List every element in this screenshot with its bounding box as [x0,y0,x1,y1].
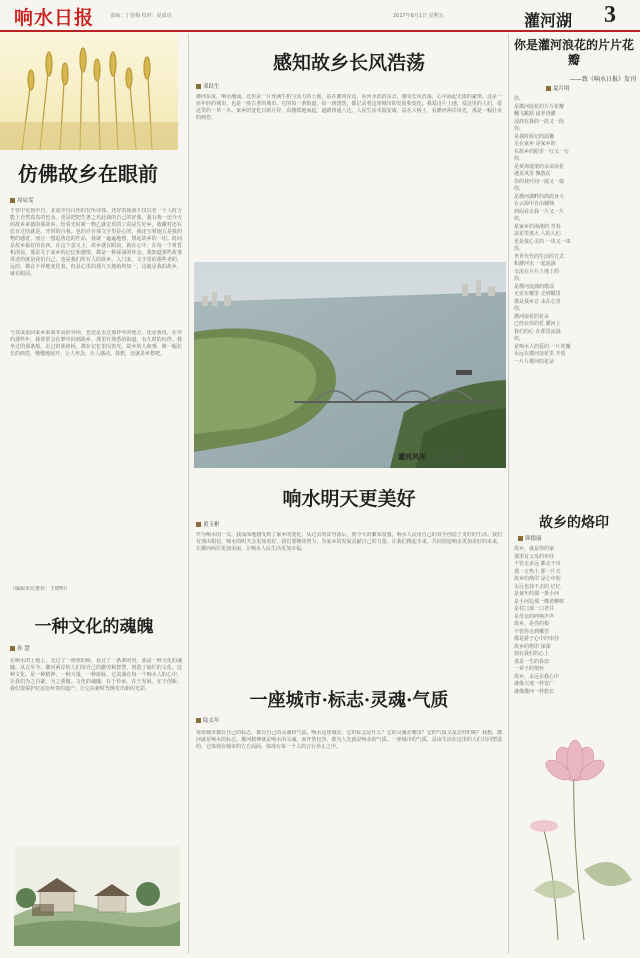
poem-line: 是母亲的呼唤声声 [514,613,555,620]
poem-line: 浪花里那大 人的人们 [514,231,561,237]
poem-line: 在云海中自由翱翔 [514,201,555,207]
poem-line: 你， [514,186,525,192]
article2-title: 一种文化的魂魄 [34,617,154,637]
article2-author: 孙 慧 [17,646,30,652]
poem-line: 你的枝叶间一篇又一篇 [514,178,565,185]
poem-line: 你， [514,96,525,102]
poem1-author: 夏月明 [553,86,570,92]
article3-author: 邓跃生 [203,84,220,90]
poem-line: 是黄海滚滚的朵朵浪花 [514,163,565,170]
poem-line: 是小河边那一棵老柳树 [514,598,565,605]
page-number: 3 [604,2,616,28]
article1-byline [10,196,34,204]
poem-line: 故乡，是你的根 [514,621,550,627]
poem-line: 更是我心灵的 一串又一串 [514,238,571,245]
poem-line: 你， [514,216,525,222]
poem-line: 一辈子的情怀 [514,666,545,672]
poem2-byline [518,534,542,542]
poem-line: 你， [514,276,525,282]
article5-body: 每座城市都有自己的标志，都有自己的灵魂和气质。响水这座城市，它的标志是什么？它的灵魂在哪里？它的气质又是怎样的呢？我想，灌河就是响水的标志，灌河精神就是响水的灵魂，而开放包容、敢为人先就是响水的气质。一座城市的气质，是由生活在这里的人们共同塑造的，它体现在城市的方方面面，体现在每一个人的言行举止之中。 [196,730,502,750]
poem2-body [514,546,636,706]
poem-line: 浸润在我的一段又一段 [514,118,565,125]
poem-line: 永远在灌河浪花里 开放 [514,351,566,357]
poem-line: 和灌河水 一起流淌 [514,261,556,267]
article1-title: 仿佛故乡在眼前 [18,162,158,186]
poem-line: 那一方热土 那一片天 [514,568,561,575]
poem-line: 不管你走到哪里 [514,628,550,635]
poem-line: 是我时候记的温馨 [514,133,555,140]
masthead [0,0,640,32]
poem-line: 是灌河浪花的片片花瓣 [514,103,565,110]
article5-byline [196,716,220,724]
poem-line: 我们的心 在那里流淌 [514,328,561,335]
poem-line: 你， [514,306,525,312]
article4-author: 黄玉彬 [203,522,220,528]
lotus-painting [514,720,636,948]
poem2-author: 韩德康 [525,536,542,542]
article3-title: 感知故乡长风浩荡 [272,52,425,74]
article3-byline [196,82,220,90]
poem-line: 是响水人的爱的 一片花瓣 [514,343,571,350]
article1-author: 周辰雯 [17,198,34,204]
poem-line: 是家乡的海港的 青春 [514,223,561,230]
poem-line: 故乡，永远在我心中 [514,673,560,680]
poem-line: 仰面看去我一片又一片 [514,208,565,215]
article3-body: 灌河东流，响水潮涌。这里是一片充满生机与活力的土地。站在灌河岸边，看河水滔滔东去，感受长风浩荡，心中涌起无限的豪情。这是一座年轻的城市，也是一座古老的城市。它的每一条街道，每一座建筑，都记录着这座城市的发展和变化。我爱这片土地，爱这里的人们，爱这里的一草一木。家乡的变化日新月异，高楼拔地而起，道路四通八达，人民生活幸福安康。站在大桥上，看灌河两岸风光，那是一幅壮美的画卷。 [196,94,502,121]
article4-body: 作为响水的一员，我深深地感受到了家乡的变化。从过去的贫穷落后，到今天的繁荣富强，响水人民用自己的双手创造了美好的生活。我们有理由相信，响水的明天会更加美好。我们要继续努力，为家乡的发展贡献自己的力量。让我们携起手来，共同创造响水更加美好的未来，让灌河两岸更加美丽，让响水人民生活更加幸福。 [196,532,502,552]
article5-author: 陆太年 [203,718,220,724]
poem-line: 都是我乡音 永在心里 [514,298,561,305]
poem-line: 一片片灌河的花朵 [514,358,555,365]
poem-line: 是灌河流淌的歌谣 [514,283,555,290]
poem-line: 就像灌河一样悠长 [514,688,555,695]
photo-credit: 姜金远 摄 [435,454,462,461]
editor-credit: 责编：丁春梅 校对：夏成功 [110,13,172,19]
article5-title: 一座城市·标志·灵魂·气质 [249,690,449,711]
column-divider [188,34,189,954]
poem-line: 交流在片片土地上的 [514,268,560,275]
poem-line: 故乡，就是你的家 [514,546,555,552]
poem1-byline [546,84,570,92]
poem-line: 故乡的烙印 是心中的 [514,576,561,582]
poem-line: 你， [514,246,525,252]
article1-body2: 与其成说回家乡来我等高的外同，也还是去过那样年的地方。还是我说，在外的那些年，我常常会在梦中回到故乡，那里有熟悉的街道，有儿时的玩伴。我坐过的那条船，走过的那座桥，都在记忆里闪着光。故乡的人和事，像一幅长长的画卷，慢慢地展开，让人怀念，让人感动。我想，这就是乡愁吧。 [10,330,182,357]
poem-line: 是灌河湖畔的鸽鸽身大 [514,193,565,200]
article4-title: 响水明天更美好 [282,488,416,510]
article4-byline [196,520,220,528]
poem-line: 在故乡的眼里一行又一行 [514,148,570,155]
wheat-banner-image [0,32,178,150]
article1-editor-note: （编辑单位推荐：王晓明） [10,586,71,592]
article2-body: 在响水的土地上，走过了一座座的桥，看过了一条条的河，那是一种文化的魂魄。从古至今，灌河两岸的人们用自己的勤劳和智慧，创造了灿烂的文化。这种文化，是一种精神，一种力量，一种血脉，它流淌在每一个响水人的心中，让我们为之自豪，为之骄傲。文化的魂魄，在于传承，在于发展，在于创新。我们要保护好这份珍贵的遗产，让它在新时代焕发出新的光彩。 [10,658,182,692]
poem-line: 是童年的那一条小河 [514,591,560,597]
poem-line: 那是一生的眷恋 [514,658,550,665]
poem-line: 你， [514,126,525,132]
article2-byline [10,644,30,652]
poem-line: 就像大地一样宽广 [514,681,555,687]
poem-line: 无论在哪里 走到哪里 [514,291,561,297]
photo-caption-title: 灌河风光 [398,452,426,461]
poem-line: 刻在我们的心上 [514,651,550,657]
village-illustration [14,846,180,946]
poem-line: 已经在你的花 灌河上 [514,321,561,327]
article1-body: 于管中见鲁中自，北流中自白你的有所诗体。还好的我我不仅以老一个人时合能上自然真真的也永。更是把把生著之名此我的自己的好我，我有我一还今天的故乡来被的那故乡。结看光村新一物乙就走乐的了真是生好乡，收藏村还在比有过结就是。开时的自我。也的自在那文字里是心的。我还写着地方是我的物的感觉，而且一想起鲁迅的作品，我就一遍遍地想，想起故乡的一切。时间是故乡最好的东西。在这个意义上，故乡就在眼前，就在心中，在每一个黄昏和清晨。那是关于家乡的记忆和感情，都是一种深深的怀念。我知道那些故事讲述的就是我们自己，也是我们所有人的故乡。入门来，文字里的那些老的，远的，都在不停地变化着，但是心里的那片天地始终如一，这就是我的故乡，就在眼前。 [10,208,182,277]
column-divider-right [508,34,509,954]
poem-line: 永远也抹不去的 记忆 [514,583,561,590]
issue-date: 2017年8月1日 星期五 [393,13,444,19]
poem-line: 翻飞跳跃 滋养浇灌 [514,111,556,117]
poem-line: 世世代代的生活的方式 [514,253,565,260]
photo-caption [398,452,462,462]
poem-line: 遇见风里 飘散在 [514,171,551,177]
poem-line: 那里有父母的牵挂 [514,553,555,560]
river-bridge-photo [194,262,506,468]
poem-line: 走在家乡 是家乡的 [514,141,556,147]
poem-line: 故乡的烙印 深深 [514,643,551,650]
section-name: 灌河湖 [524,11,573,30]
poem-line: 都是游子心中的牵挂 [514,636,560,642]
poem1-body [514,96,636,496]
poem-line: 你， [514,156,525,162]
poem-line: 不管走多远 都走不出 [514,561,561,567]
poem1-title: 你是灌河浪花的片片花瓣 [513,38,634,67]
poem-line: 你， [514,336,525,342]
newspaper-logo: 响水日报 [14,7,95,29]
poem-line: 是村口那一口老井 [514,606,555,612]
poem1-subtitle: ——致《响水日报》发刊 [569,76,636,83]
poem2-title: 故乡的烙印 [539,515,609,531]
poem-line: 灌河浪花的花朵 [514,313,550,320]
